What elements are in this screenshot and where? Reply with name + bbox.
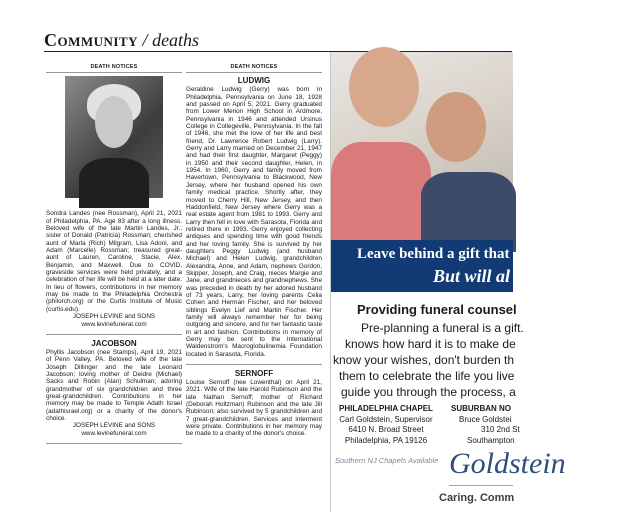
landes-portrait-photo	[65, 76, 163, 198]
funeral-home-name: JOSEPH LEVINE and SONS	[72, 422, 156, 430]
obituary-name-sernoff: SERNOFF	[234, 369, 274, 379]
goldsteins-logo: Goldstein	[449, 447, 566, 480]
ad-tagline: Caring. Comm	[439, 492, 515, 504]
funeral-home-website: www.levinefuneral.com	[81, 429, 147, 437]
section-header	[44, 30, 199, 51]
banner-line-1: Leave behind a gift that	[357, 246, 510, 262]
obituary-name-ludwig: LUDWIG	[237, 76, 271, 86]
funeral-home-website: www.levinefuneral.com	[81, 320, 147, 328]
ad-body-line: them to celebrate the life you live	[339, 369, 515, 383]
chapel-line: 6410 N. Broad Street	[348, 425, 424, 434]
chapel-title: SUBURBAN NO	[451, 404, 511, 413]
section-title: Community	[44, 30, 139, 50]
chapel-title: PHILADELPHIA CHAPEL	[339, 404, 433, 413]
column-heading: DEATH NOTICES	[186, 64, 322, 73]
chapel-line: Bruce Goldstei	[459, 414, 512, 424]
ad-headline: Providing funeral counsel	[357, 302, 517, 317]
ad-body-line: knows how hard it is to make de	[345, 337, 516, 351]
notice-divider	[186, 364, 322, 365]
section-subtitle: deaths	[152, 30, 200, 50]
chapel-line: Southampton	[467, 435, 515, 445]
header-divider: /	[138, 30, 153, 50]
southern-nj-note: Southern NJ Chapels Available	[335, 456, 439, 465]
death-notices-column-2	[186, 64, 322, 438]
logo-underline	[449, 485, 513, 486]
ad-body-line: guide you through the process, a	[341, 385, 516, 399]
obituary-body-sernoff: Louise Sernoff (nee Lowenthal) on April 21, 2021. Wife of the late Harold Rubinson and the late Nathan Sernoff; mother of Richard (Deborah Holtzman) Rubinson and the late Jill Rubinson; also survived by 5 grandchildren and 7 great-grandchildren. Services and interment were private. Contributions in her memory may be made to a charity of the donor's choice.	[186, 379, 322, 438]
chapel-suburban	[451, 404, 520, 446]
notice-divider	[46, 334, 182, 335]
chapel-philadelphia	[339, 404, 433, 446]
death-notices-column-1	[46, 64, 182, 448]
obituary-body-landes: Sondra Landes (nee Rossman), April 21, 2021 of Philadelphia, PA. Age 83 after a long illness. Beloved wife of the late Martin Landes, Jr.; sister of Donald (Patricia) Rossman; cherished aunt of Marla (Rich) Milgram, Lisa Adoni, and Adam (Marcelle) Rossman; treasured great-aunt of Lauren, Caroline, Stacie, Alex, Benjamin, and Maxwell. Due to COVID, graveside services were held privately, and a celebration of her life will be held at a later date. In lieu of flowers, contributions in her memory may be made to the Philadelphia Orchestra (philorch.org) or the Curtis Institute of Music (curtis.edu).	[46, 210, 182, 313]
obituary-name-jacobson: JACOBSON	[91, 338, 137, 348]
banner-line-2: But will al	[433, 266, 511, 286]
funeral-home-name: JOSEPH LEVINE and SONS	[72, 313, 156, 321]
column-heading: DEATH NOTICES	[46, 64, 182, 73]
notice-divider	[46, 443, 182, 444]
family-photo	[331, 52, 513, 240]
obituary-body-ludwig: Geraldine Ludwig (Gerry) was born in Philadelphia, Pennsylvania on June 18, 1928 and passed on April 5, 2021. Gerry graduated from Lower Merion High School in Ardmore, Pennsylvania in 1946 and attended Ursinus College in Collegeville, Pennsylvania. In the fall of 1946, she met the love of her life and best friend, Dr. Lawrence Robert Ludwig (Larry). Gerry and Larry married on December 21, 1947 and had their first daughter, Margaret (Peggy) in 1950 and their second daughter, Helen, in 1954. In 1960, Gerry and family moved from Havertown, Pennsylvania to Blackwood, New Jersey, where her husband opened his own family medical practice. Shortly after, they moved to Cherry Hill, New Jersey, and then Haddonfield, New Jersey where Gerry was a real estate agent from 1981 to 1993. Gerry and Larry then fell in love with Sarasota, Florida and retired there in 1993. Gerry enjoyed collecting antiques and spending time with good friends and her loving family. She is survived by her daughters Peggy Ludwig (and husband Michael) and Helen Ludwig, grandchildren Alexandra, Anne, and Adam, nephews Gordon, Skipper, Joseph, and Craig, nieces Margie and Jane, and grandnieces and grandnephews. She was preceded in death by her adored husband of 73 years, Larry, her loving parents Celia Cohen and Herman Fischer, and her beloved siblings Evelyn Lief and Martin Fischer. Her family will always remember her for being outgoing and sincere, and for her fantastic taste in art and fashion. Contributions in memory of Gerry may be sent to the International Waldenstrom's Macroglobulinemia Foundation located in Sarasota, Florida.	[186, 86, 322, 358]
ad-body-line: Pre-planning a funeral is a gift.	[361, 321, 524, 335]
ad-body-line: know your wishes, don't burden th	[333, 353, 515, 367]
funeral-home-advertisement[interactable]	[330, 52, 566, 512]
obituary-body-jacobson: Phyllis Jacobson (nee Stamps), April 19, 2021 of Penn Valley, PA. Beloved wife of the late Joseph Dillinger and the late Leonard Jacobson; loving mother of Deidre (Michael) Sacks and Robin (Alan) Schulman; adoring grandmother of six grandchildren and three great-grandchildren. Contributions in her memory may be made to Temple Adath Israel (adathisrael.org) or a charity of the donor's choice.	[46, 348, 182, 422]
chapel-line: Carl Goldstein, Supervisor	[339, 414, 433, 424]
ad-banner	[331, 240, 513, 292]
chapel-line: Philadelphia, PA 19126	[344, 435, 428, 445]
chapel-line: 310 2nd St	[481, 425, 520, 434]
